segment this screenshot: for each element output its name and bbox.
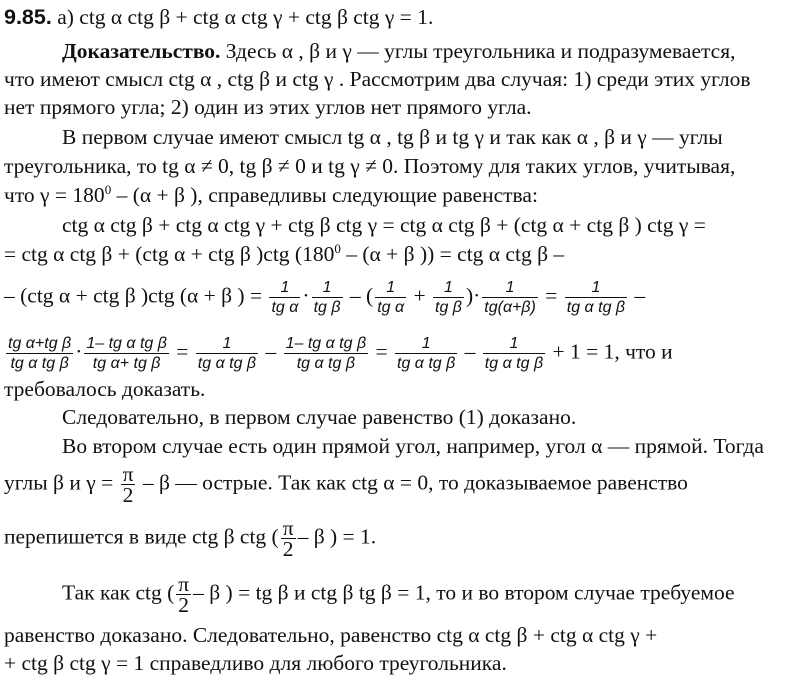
equation-line-1: ctg α ctg β + ctg α ctg γ + ctg β ctg γ = ctg α ctg β + (ctg α + ctg β ) ctg γ =	[62, 213, 706, 237]
fraction-1-over-tg-beta-2: $\frac{1}{\text{tg β}}$	[435, 279, 462, 316]
degree-sup: 0	[104, 181, 112, 197]
fraction-pi-over-2-c: $\frac{\pi}{2}$	[178, 572, 190, 617]
fraction-diff-over-sum: $\frac{\text{1– tg α tg β}}{\text{tg α+ tg β}}$	[86, 335, 167, 372]
proof-intro: Здесь α , β и γ — углы треугольника и подразумевается,	[220, 39, 736, 63]
equals-sign: =	[545, 283, 558, 308]
fraction-1-over-tg-product: $\frac{1}{\text{tg α tg β}}$	[566, 279, 626, 316]
text-line-6: треугольника, то tg α ≠ 0, tg β ≠ 0 и tg γ ≠ 0. Поэтому для таких углов, учитывая,	[4, 154, 736, 178]
equation-line-3	[4, 278, 645, 317]
l17-rest: – β ) = tg β и ctg β tg β = 1, то и во втором случае требуемое	[193, 580, 735, 605]
gamma-definition-rest: – (α + β ), справедливы следующие равенства:	[111, 183, 538, 207]
text-line-7	[4, 182, 538, 208]
problem-number: 9.85.	[4, 5, 52, 29]
dot-operator-2: ·	[75, 339, 83, 364]
problem-statement	[4, 4, 433, 30]
fraction-1-over-tg-beta: $\frac{1}{\text{tg β}}$	[313, 279, 341, 316]
close-paren-dot: )·	[465, 283, 481, 308]
fraction-1-over-product: $\frac{1}{\text{tg α tg β}}$	[197, 335, 257, 372]
text-line-5: В первом случае имеют смысл tg α , tg β и tg γ и так как α , β и γ — углы	[62, 125, 723, 149]
equation-end: + 1 = 1, что и	[552, 339, 673, 364]
text-line-15	[4, 464, 688, 505]
text-line-17	[62, 574, 735, 615]
equals-sign-3: =	[375, 339, 388, 364]
fraction-1-over-product-3: $\frac{1}{\text{tg α tg β}}$	[484, 335, 544, 372]
dot-operator: ·	[302, 283, 310, 308]
proof-heading: Доказательство.	[62, 39, 221, 63]
l16-start: перепишется в виде ctg β ctg (	[4, 524, 279, 549]
equals-sign-2: =	[176, 339, 189, 364]
l17-start: Так как ctg (	[62, 580, 175, 605]
fraction-diff-over-product: $\frac{\text{1– tg α tg β}}{\text{tg α tg β}}$	[285, 335, 367, 372]
eq2-part-b: – (α + β )) = ctg α ctg β –	[340, 242, 565, 266]
eq3-start: – (ctg α + ctg β )ctg (α + β ) =	[4, 283, 263, 308]
gamma-definition: что γ = 180	[4, 183, 105, 207]
fraction-1-over-tg-alpha: $\frac{1}{\text{tg α}}$	[271, 279, 299, 316]
text-line-4: нет прямого угла; 2) один из этих углов нет прямого угла.	[4, 95, 532, 119]
l15-rest: – β — острые. Так как ctg α = 0, то доказываемое равенство	[142, 470, 688, 495]
degree-sup-2: 0	[334, 240, 341, 256]
proof-heading-line	[62, 38, 735, 64]
text-line-18: равенство доказано. Следовательно, равенство ctg α ctg β + ctg α ctg γ +	[4, 623, 658, 647]
plus-operator: +	[413, 283, 426, 308]
fraction-1-over-tg-sum: $\frac{1}{tg(\alpha+\beta)}$	[484, 279, 536, 316]
text-line-19: + ctg β ctg γ = 1 справедливо для любого треугольника.	[4, 651, 507, 675]
problem-text: а) ctg α ctg β + ctg α ctg γ + ctg β ctg γ = 1.	[51, 5, 434, 29]
text-line-14: Во втором случае есть один прямой угол, например, угол α — прямой. Тогда	[62, 434, 764, 458]
text-line-16	[4, 518, 376, 559]
equation-line-4	[4, 334, 673, 373]
trailing-minus: –	[634, 283, 646, 308]
fraction-pi-over-2-b: $\frac{\pi}{2}$	[282, 516, 294, 561]
fraction-1-over-product-2: $\frac{1}{\text{tg α tg β}}$	[397, 335, 456, 372]
text-line-3: что имеют смысл ctg α , ctg β и ctg γ . Рассмотрим два случая: 1) среди этих углов	[4, 67, 751, 91]
text-line-12: требовалось доказать.	[4, 377, 206, 401]
eq2-part-a: = ctg α ctg β + (ctg α + ctg β )ctg (180	[4, 242, 335, 266]
equation-line-2	[4, 241, 564, 267]
fraction-sum-over-product: $\frac{\text{tg α+tg β}}{\text{tg α tg β}}$	[8, 335, 72, 372]
minus-paren: – (	[349, 283, 374, 308]
minus-sign: –	[265, 339, 277, 364]
text-line-13: Следовательно, в первом случае равенство (1) доказано.	[62, 405, 577, 429]
fraction-pi-over-2: $\frac{\pi}{2}$	[122, 462, 134, 507]
l16-rest: – β ) = 1.	[297, 524, 377, 549]
fraction-1-over-tg-alpha-2: $\frac{1}{\text{tg α}}$	[377, 279, 405, 316]
minus-sign-2: –	[464, 339, 476, 364]
l15-start: углы β и γ =	[4, 470, 114, 495]
